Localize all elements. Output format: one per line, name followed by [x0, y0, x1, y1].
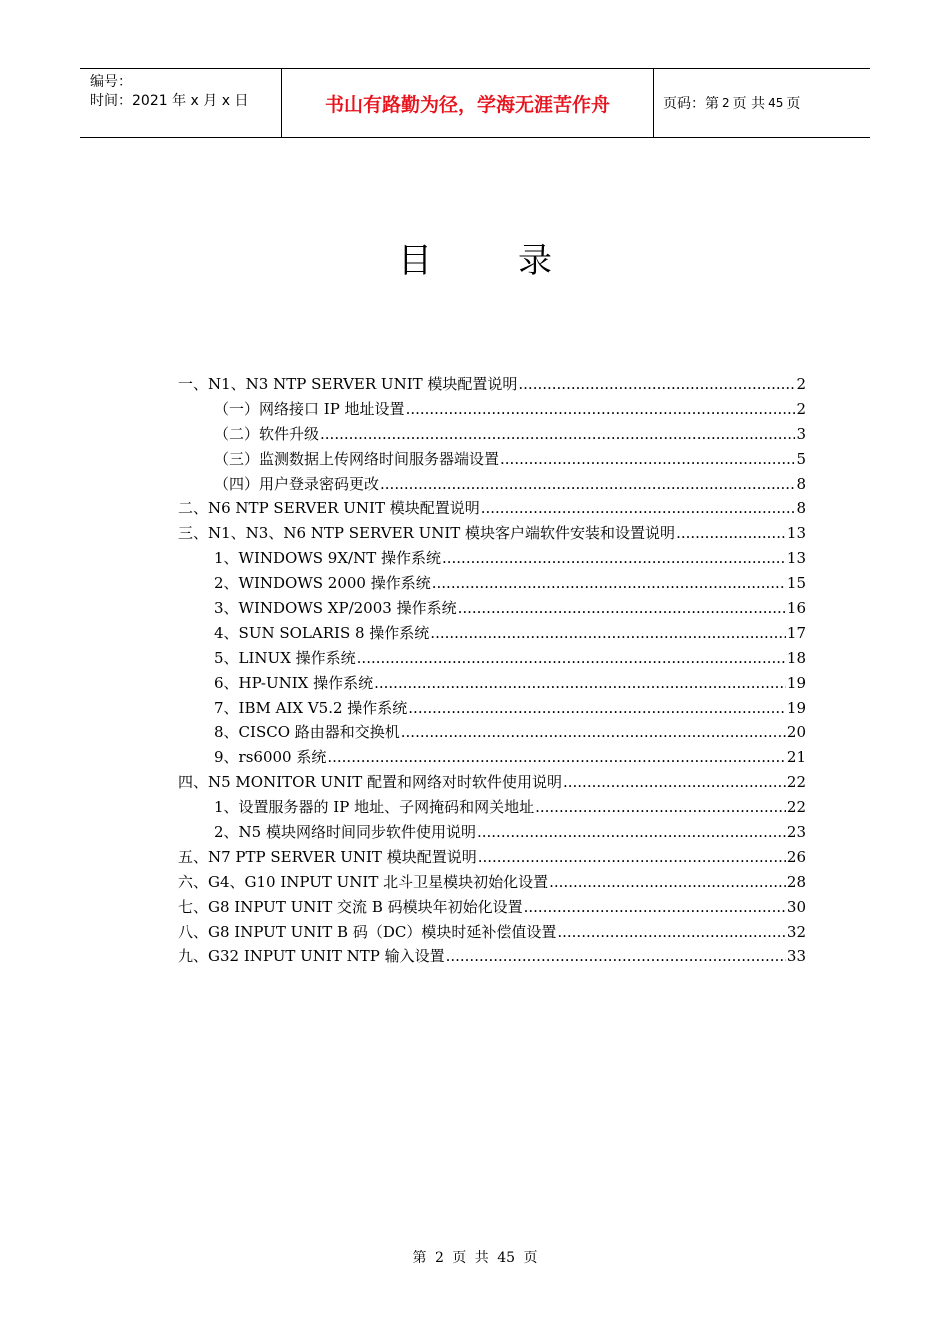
- page-current: 2: [722, 96, 730, 110]
- document-time-label: 时间：2021 年 x 月 x 日: [90, 93, 249, 109]
- toc-leader-dots: [563, 770, 786, 795]
- toc-leader-dots: [320, 422, 795, 447]
- toc-entry-title: 五、N7 PTP SERVER UNIT 模块配置说明: [178, 847, 477, 866]
- toc-entry-title: 二、N6 NTP SERVER UNIT 模块配置说明: [178, 499, 480, 518]
- toc-leader-dots: [442, 546, 786, 571]
- toc-entry[interactable]: [178, 447, 806, 472]
- header-page-info: [654, 69, 870, 137]
- toc-leader-dots: [524, 895, 786, 920]
- toc-entry[interactable]: [178, 920, 806, 945]
- toc-entry-page: 13: [786, 524, 806, 543]
- toc-entry-title: 七、G8 INPUT UNIT 交流 B 码模块年初始化设置: [178, 897, 523, 916]
- toc-entry-title: 2、WINDOWS 2000 操作系统: [214, 574, 431, 593]
- toc-entry[interactable]: [178, 646, 806, 671]
- table-of-contents: [178, 372, 806, 969]
- toc-entry-title: 9、rs6000 系统: [214, 748, 327, 767]
- toc-entry-page: 22: [786, 798, 806, 817]
- toc-entry-page: 33: [786, 947, 806, 966]
- toc-leader-dots: [518, 372, 795, 397]
- toc-entry-title: （三）监测数据上传网络时间服务器端设置: [214, 449, 500, 468]
- toc-entry[interactable]: [178, 397, 806, 422]
- toc-leader-dots: [357, 646, 786, 671]
- toc-entry-page: 8: [796, 499, 806, 518]
- toc-entry-title: 5、LINUX 操作系统: [214, 648, 356, 667]
- toc-entry[interactable]: [178, 770, 806, 795]
- toc-entry-title: 四、N5 MONITOR UNIT 配置和网络对时软件使用说明: [178, 773, 562, 792]
- toc-entry[interactable]: [178, 521, 806, 546]
- page-title: 目录: [398, 241, 638, 281]
- toc-entry-page: 30: [786, 897, 806, 916]
- toc-entry-page: 22: [786, 773, 806, 792]
- page-footer: 第 2 页 共 45 页: [412, 1250, 538, 1266]
- toc-entry-page: 26: [786, 847, 806, 866]
- toc-entry[interactable]: [178, 845, 806, 870]
- toc-entry-page: 5: [796, 449, 806, 468]
- toc-entry-page: 32: [786, 922, 806, 941]
- toc-leader-dots: [446, 944, 786, 969]
- toc-entry-title: 6、HP-UNIX 操作系统: [214, 673, 374, 692]
- page-header: [80, 68, 870, 138]
- toc-entry[interactable]: [178, 870, 806, 895]
- toc-entry-title: 六、G4、G10 INPUT UNIT 北斗卫星模块初始化设置: [178, 872, 549, 891]
- toc-entry-page: 17: [786, 623, 806, 642]
- toc-leader-dots: [401, 720, 786, 745]
- toc-leader-dots: [549, 870, 786, 895]
- toc-entry-title: 1、设置服务器的 IP 地址、子网掩码和网关地址: [214, 798, 535, 817]
- toc-entry[interactable]: [178, 795, 806, 820]
- toc-entry-title: 4、SUN SOLARIS 8 操作系统: [214, 623, 430, 642]
- toc-leader-dots: [430, 621, 786, 646]
- toc-entry[interactable]: [178, 696, 806, 721]
- toc-leader-dots: [478, 845, 786, 870]
- toc-entry[interactable]: [178, 820, 806, 845]
- toc-leader-dots: [374, 671, 786, 696]
- toc-entry[interactable]: [178, 745, 806, 770]
- toc-leader-dots: [500, 447, 795, 472]
- toc-entry-page: 2: [796, 375, 806, 393]
- toc-leader-dots: [477, 820, 786, 845]
- toc-leader-dots: [557, 920, 786, 945]
- toc-entry-title: 八、G8 INPUT UNIT B 码（DC）模块时延补偿值设置: [178, 922, 557, 941]
- toc-leader-dots: [676, 521, 786, 546]
- toc-entry[interactable]: [178, 720, 806, 745]
- toc-entry[interactable]: [178, 496, 806, 521]
- toc-entry-title: 2、N5 模块网络时间同步软件使用说明: [214, 823, 476, 842]
- page-mid: 页 共: [732, 96, 766, 112]
- toc-entry-page: 19: [786, 673, 806, 692]
- toc-entry[interactable]: [178, 571, 806, 596]
- toc-entry-page: 16: [786, 599, 806, 618]
- toc-entry[interactable]: [178, 895, 806, 920]
- header-meta: [80, 69, 281, 137]
- header-motto: 书山有路勤为径，学海无涯苦作舟: [281, 69, 654, 137]
- page-total: 45: [768, 96, 784, 110]
- toc-entry-page: 21: [786, 748, 806, 767]
- page-prefix: 页码：第: [663, 96, 719, 112]
- toc-entry-page: 18: [786, 648, 806, 667]
- page-suffix: 页: [786, 96, 801, 112]
- document-number-label: 编号：: [90, 74, 132, 90]
- toc-entry-title: 1、WINDOWS 9X/NT 操作系统: [214, 549, 441, 568]
- toc-entry-page: 28: [786, 872, 806, 891]
- toc-leader-dots: [408, 696, 786, 721]
- toc-entry-title: （一）网络接口 IP 地址设置: [214, 399, 405, 418]
- toc-entry[interactable]: [178, 546, 806, 571]
- toc-leader-dots: [432, 571, 786, 596]
- toc-entry-page: 8: [796, 474, 806, 493]
- toc-entry[interactable]: [178, 422, 806, 447]
- toc-entry[interactable]: [178, 671, 806, 696]
- toc-entry-title: 7、IBM AIX V5.2 操作系统: [214, 698, 408, 717]
- toc-leader-dots: [380, 472, 795, 497]
- toc-entry[interactable]: [178, 621, 806, 646]
- toc-leader-dots: [406, 397, 796, 422]
- toc-entry-title: （二）软件升级: [214, 424, 320, 443]
- toc-entry-page: 15: [786, 574, 806, 593]
- toc-entry-title: 九、G32 INPUT UNIT NTP 输入设置: [178, 947, 445, 966]
- toc-entry-page: 20: [786, 723, 806, 742]
- toc-entry[interactable]: [178, 372, 806, 397]
- toc-entry[interactable]: [178, 596, 806, 621]
- toc-leader-dots: [327, 745, 786, 770]
- toc-entry-page: 3: [796, 424, 806, 443]
- toc-entry[interactable]: [178, 944, 806, 969]
- toc-leader-dots: [481, 496, 796, 521]
- toc-entry-title: 3、WINDOWS XP/2003 操作系统: [214, 599, 457, 618]
- toc-leader-dots: [458, 596, 786, 621]
- toc-entry-page: 2: [796, 399, 806, 418]
- toc-entry-title: 三、N1、N3、N6 NTP SERVER UNIT 模块客户端软件安装和设置说明: [178, 524, 676, 543]
- toc-entry-title: 8、CISCO 路由器和交换机: [214, 723, 400, 742]
- toc-entry-title: 一、N1、N3 NTP SERVER UNIT 模块配置说明: [178, 375, 518, 393]
- toc-entry-page: 23: [786, 823, 806, 842]
- toc-entry-page: 13: [786, 549, 806, 568]
- toc-entry[interactable]: [178, 472, 806, 497]
- toc-entry-page: 19: [786, 698, 806, 717]
- toc-leader-dots: [535, 795, 786, 820]
- toc-entry-title: （四）用户登录密码更改: [214, 474, 380, 493]
